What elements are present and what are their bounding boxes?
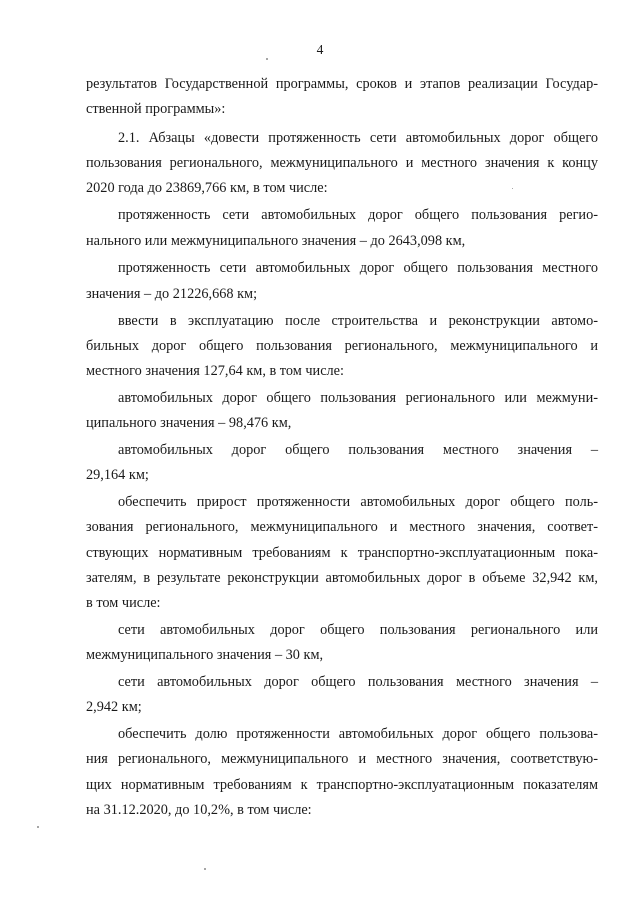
text-line: ствующих нормативным требованиям к транспортно-эксплуатационным пока- [86,545,598,561]
text-line: значения – до 21226,668 км; [86,286,258,302]
text-line: сети автомобильных дорог общего пользования регионального или [118,622,598,638]
text-line: 2020 года до 23869,766 км, в том числе: [86,180,328,196]
text-line: на 31.12.2020, до 10,2%, в том числе: [86,802,312,818]
text-line: обеспечить долю протяженности автомобильных дорог общего пользова- [118,726,598,742]
text-line: ввести в эксплуатацию после строительства и реконструкции автомо- [118,313,598,329]
text-line: автомобильных дорог общего пользования регионального или межмуни- [118,390,598,406]
text-line: ципального значения – 98,476 км, [86,415,292,431]
text-line: 29,164 км; [86,467,149,483]
scan-speck [266,58,268,60]
text-line: сети автомобильных дорог общего пользования местного значения – [118,674,598,690]
text-line: результатов Государственной программы, сроков и этапов реализации Государ- [86,76,598,92]
page-number: 4 [316,42,324,57]
text-line: зования регионального, межмуниципального и местного значения, соответ- [86,519,598,535]
text-line: бильных дорог общего пользования регионального, межмуниципального и [86,338,598,354]
scan-speck [512,188,513,189]
scan-speck [37,826,39,828]
scan-speck [204,868,206,870]
text-line: протяженность сети автомобильных дорог общего пользования местного [118,260,598,276]
text-line: ственной программы»: [86,101,226,117]
text-line: нального или межмуниципального значения – до 2643,098 км, [86,233,466,249]
text-line: 2,942 км; [86,699,142,715]
text-line: ния регионального, межмуниципального и местного значения, соответствую- [86,751,598,767]
text-line: щих нормативным требованиям к транспортно-эксплуатационным показателям [86,777,598,793]
text-line: в том числе: [86,595,161,611]
text-line: местного значения 127,64 км, в том числе: [86,363,344,379]
text-line: 2.1. Абзацы «довести протяженность сети автомобильных дорог общего [118,130,598,146]
text-line: межмуниципального значения – 30 км, [86,647,324,663]
text-line: пользования регионального, межмуниципального и местного значения к концу [86,155,598,171]
text-line: зателям, в результате реконструкции автомобильных дорог в объеме 32,942 км, [86,570,598,586]
text-line: автомобильных дорог общего пользования местного значения – [118,442,598,458]
text-line: обеспечить прирост протяженности автомобильных дорог общего поль- [118,494,598,510]
text-line: протяженность сети автомобильных дорог общего пользования регио- [118,207,598,223]
